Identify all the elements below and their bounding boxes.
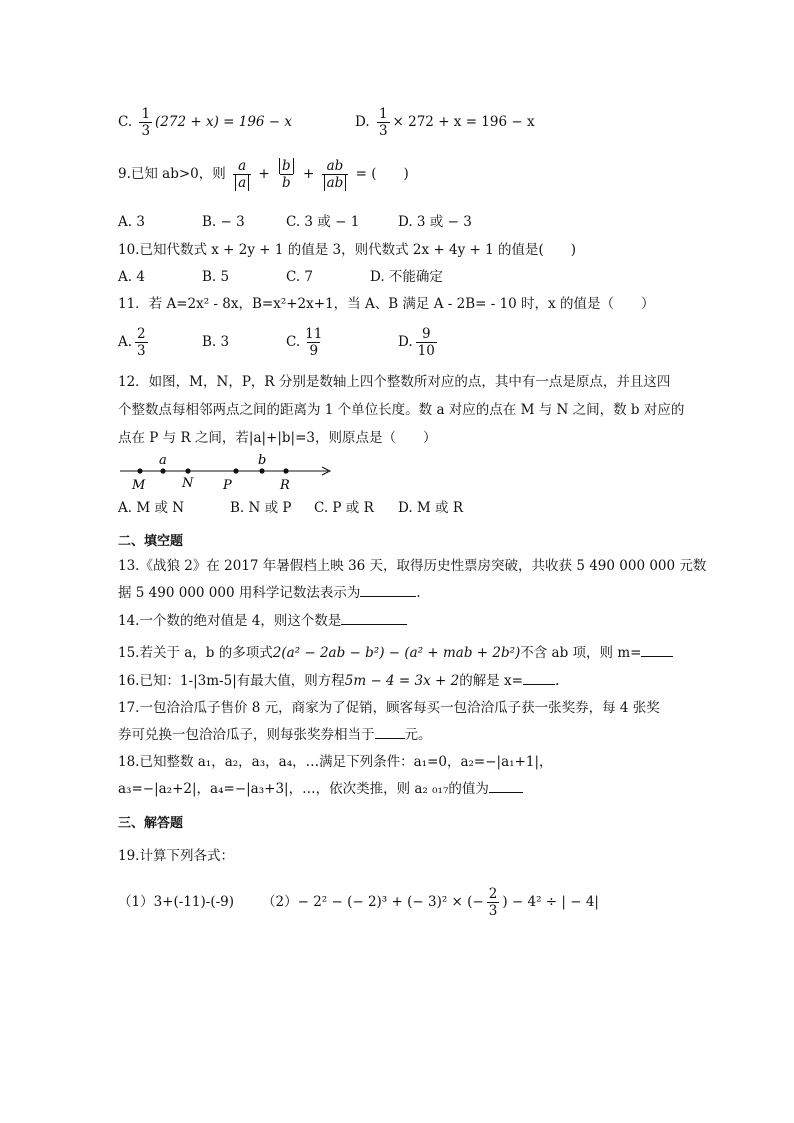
label-p: P xyxy=(223,478,232,493)
section-title-solve: 三、解答题 xyxy=(118,816,184,831)
point-a xyxy=(160,468,165,473)
question-9: 9.已知 ab>0，则 $\frac{a}{a}$ + $\frac{b}{b}$ + $\frac{ab}{ab}$ = ( ) xyxy=(118,158,409,191)
answer-blank xyxy=(375,724,405,739)
polynomial-expression: 2(a² − 2ab − b²) − (a² + mab + 2b²) xyxy=(272,645,521,661)
option-a: A. 4 xyxy=(118,269,145,285)
label-r: R xyxy=(280,478,290,493)
fraction: $\frac{1}{3}$ xyxy=(141,106,151,139)
option-d: D. 3 或 − 3 xyxy=(398,214,472,230)
option-d: D. M 或 R xyxy=(398,500,463,516)
label-n: N xyxy=(182,476,194,491)
label-a: a xyxy=(159,453,167,468)
question-10: 10.已知代数式 x + 2y + 1 的值是 3，则代数式 2x + 4y + 1 的值是( ) xyxy=(118,242,577,258)
question-11: 11．若 A=2x² - 8x，B=x²+2x+1，当 A、B 满足 A - 2B= - 10 时，x 的值是（ ） xyxy=(118,296,655,312)
question-18-line1: 18.已知整数 a₁，a₂，a₃，a₄，…满足下列条件：a₁=0，a₂=−|a₁+1|， xyxy=(118,754,553,770)
option-a: A. 3 xyxy=(118,214,145,230)
option-c: C. $\frac{11}{9}$ xyxy=(286,326,323,359)
question-tail: = ( ) xyxy=(355,166,409,182)
fraction-b: $\frac{b}{b}$ xyxy=(277,158,296,191)
option-b: B. − 3 xyxy=(202,214,245,230)
number-line-figure xyxy=(118,452,338,494)
label-b: b xyxy=(258,453,267,468)
q8-option-d xyxy=(355,106,535,139)
point-n xyxy=(185,468,190,473)
fraction: $\frac{1}{3}$ xyxy=(378,106,388,139)
question-19: 19.计算下列各式： xyxy=(118,848,234,864)
question-16: 16.已知：1-|3m-5|有最大值，则方程5m − 4 = 3x + 2的解是 x= . xyxy=(118,670,559,691)
point-p xyxy=(233,468,238,473)
question-18-line2: a₃=−|a₂+2|，a₄=−|a₃+3|，…，依次类推，则 a₂ ₀₁₇的值为 xyxy=(118,778,523,799)
question-13-line2: 据 5 490 000 000 用科学记数法表示为 . xyxy=(118,582,421,603)
section-title-fill-in: 二、填空题 xyxy=(118,534,184,549)
q8-option-c xyxy=(118,106,292,139)
option-label: D. xyxy=(355,114,370,130)
q12-options xyxy=(118,498,463,518)
question-17-line2: 券可兑换一包洽洽瓜子，则每张奖券相当于 元。 xyxy=(118,724,432,745)
q9-options xyxy=(118,212,472,232)
option-text: × 272 + x = 196 − x xyxy=(392,114,535,130)
option-text: (272 + x) = 196 − x xyxy=(155,114,293,130)
option-b: B. N 或 P xyxy=(230,500,292,516)
equation-expression: 5m − 4 = 3x + 2 xyxy=(344,673,460,689)
option-a: A. M 或 N xyxy=(118,500,185,516)
label-m: M xyxy=(132,478,146,493)
q11-options xyxy=(118,326,440,359)
q19-part-2: （2）− 2² − (− 2)³ + (− 3)² × (− $\frac{2}{3}$ ) − 4² ÷ | − 4| xyxy=(262,886,599,919)
question-12-line1: 12．如图，M，N，P，R 分别是数轴上四个整数所对应的点，其中有一点是原点，并且这四 xyxy=(118,374,671,390)
question-12-line3: 点在 P 与 R 之间，若|a|+|b|=3，则原点是（ ） xyxy=(118,430,437,446)
q19-parts xyxy=(118,886,599,919)
fraction-a: $\frac{a}{a}$ xyxy=(233,158,251,191)
answer-blank xyxy=(489,778,523,793)
answer-blank xyxy=(641,642,673,657)
answer-blank xyxy=(523,670,555,685)
question-stem: 9.已知 ab>0，则 xyxy=(118,166,226,182)
option-d: D. 不能确定 xyxy=(370,269,443,285)
point-r xyxy=(283,468,288,473)
question-14: 14.一个数的绝对值是 4，则这个数是 xyxy=(118,610,407,631)
q19-part-1: （1）3+(-11)-(-9) xyxy=(118,894,235,910)
option-a: A. $\frac{2}{3}$ xyxy=(118,326,146,359)
answer-blank xyxy=(360,582,416,597)
option-c: C. 7 xyxy=(286,269,314,285)
q10-options xyxy=(118,267,443,287)
question-15: 15.若关于 a，b 的多项式2(a² − 2ab − b²) − (a² + mab + 2b²)不含 ab 项，则 m= xyxy=(118,642,673,663)
option-b: B. 3 xyxy=(202,334,230,350)
point-b xyxy=(259,468,264,473)
option-label: C. xyxy=(118,114,133,130)
option-c: C. 3 或 − 1 xyxy=(286,214,360,230)
question-17-line1: 17.一包洽洽瓜子售价 8 元，商家为了促销，顾客每买一包洽洽瓜子获一张奖券，每 4 张奖 xyxy=(118,700,660,716)
question-13-line1: 13.《战狼 2》在 2017 年暑假档上映 36 天，取得历史性票房突破，共收获 5 490 000 000 元数 xyxy=(118,558,707,574)
question-12-line2: 个整数点每相邻两点之间的距离为 1 个单位长度。数 a 对应的点在 M 与 N 之间，数 b 对应的 xyxy=(118,402,685,418)
option-c: C. P 或 R xyxy=(314,500,374,516)
option-b: B. 5 xyxy=(202,269,230,285)
fraction-ab: $\frac{ab}{ab}$ xyxy=(322,158,349,191)
point-m xyxy=(137,468,142,473)
option-d: D. $\frac{9}{10}$ xyxy=(398,326,435,359)
answer-blank xyxy=(341,610,407,625)
